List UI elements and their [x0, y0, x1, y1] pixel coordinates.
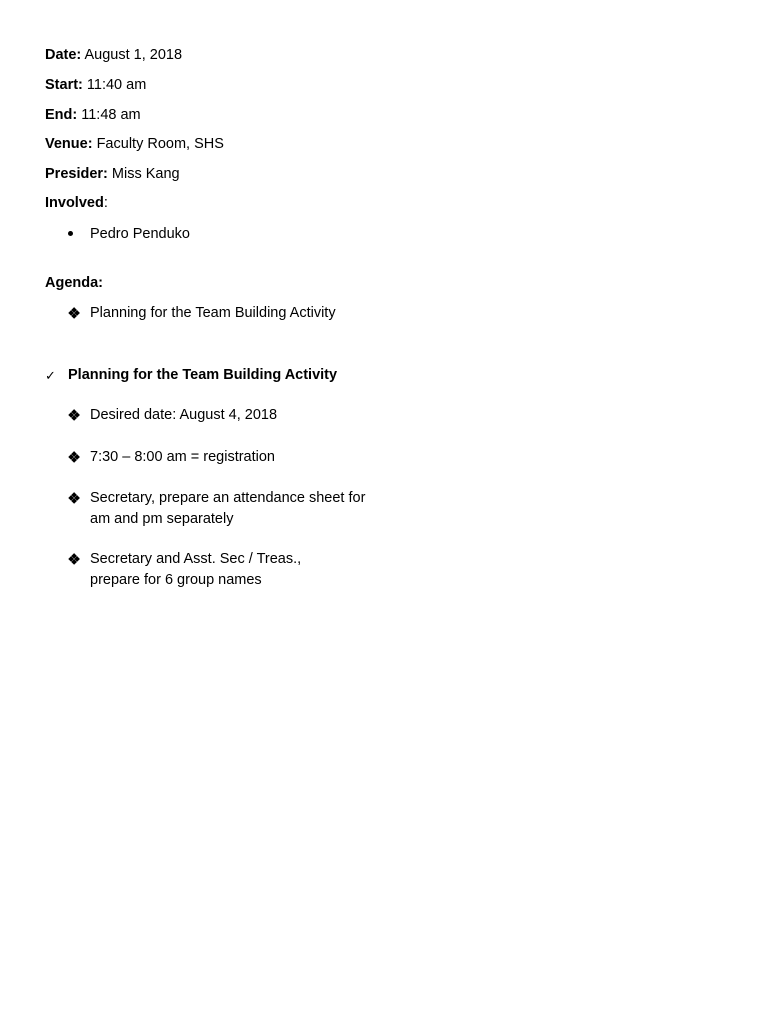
presider-label: Presider:: [45, 166, 108, 182]
start-line: [45, 75, 146, 95]
date-value: August 1, 2018: [84, 47, 183, 63]
involved-line: [45, 193, 108, 213]
section-item: Desired date: August 4, 2018: [90, 407, 278, 423]
date-line: [45, 45, 182, 65]
diamond-bullet-icon: [68, 451, 80, 463]
venue-label: Venue:: [45, 136, 93, 152]
section-title: Planning for the Team Building Activity: [68, 367, 338, 383]
involved-colon: :: [103, 195, 108, 211]
section-item: Secretary, prepare an attendance sheet for am and pm separately: [90, 490, 366, 527]
start-label: Start:: [45, 77, 83, 93]
agenda-item: Planning for the Team Building Activity: [90, 305, 336, 321]
involved-person: Pedro Penduko: [90, 226, 190, 242]
diamond-bullet-icon: [68, 307, 80, 319]
bullet-dot-icon: [68, 231, 73, 236]
end-line: [45, 105, 141, 125]
date-label: Date:: [45, 47, 82, 63]
diamond-bullet-icon: [68, 492, 80, 504]
diamond-bullet-icon: [68, 409, 80, 421]
agenda-line: [45, 273, 103, 293]
venue-line: [45, 134, 224, 154]
checkmark-icon: ✓: [45, 368, 56, 383]
start-value: 11:40 am: [86, 77, 147, 93]
section-item: 7:30 – 8:00 am = registration: [90, 449, 275, 465]
end-label: End:: [45, 107, 78, 123]
venue-value: Faculty Room, SHS: [96, 136, 224, 152]
involved-label: Involved: [45, 195, 104, 211]
agenda-label: Agenda:: [45, 275, 103, 291]
diamond-bullet-icon: [68, 553, 80, 565]
end-value: 11:48 am: [81, 107, 141, 123]
presider-line: [45, 164, 180, 184]
section-item: Secretary and Asst. Sec / Treas., prepare for 6 group names: [90, 551, 302, 588]
presider-value: Miss Kang: [111, 166, 180, 182]
